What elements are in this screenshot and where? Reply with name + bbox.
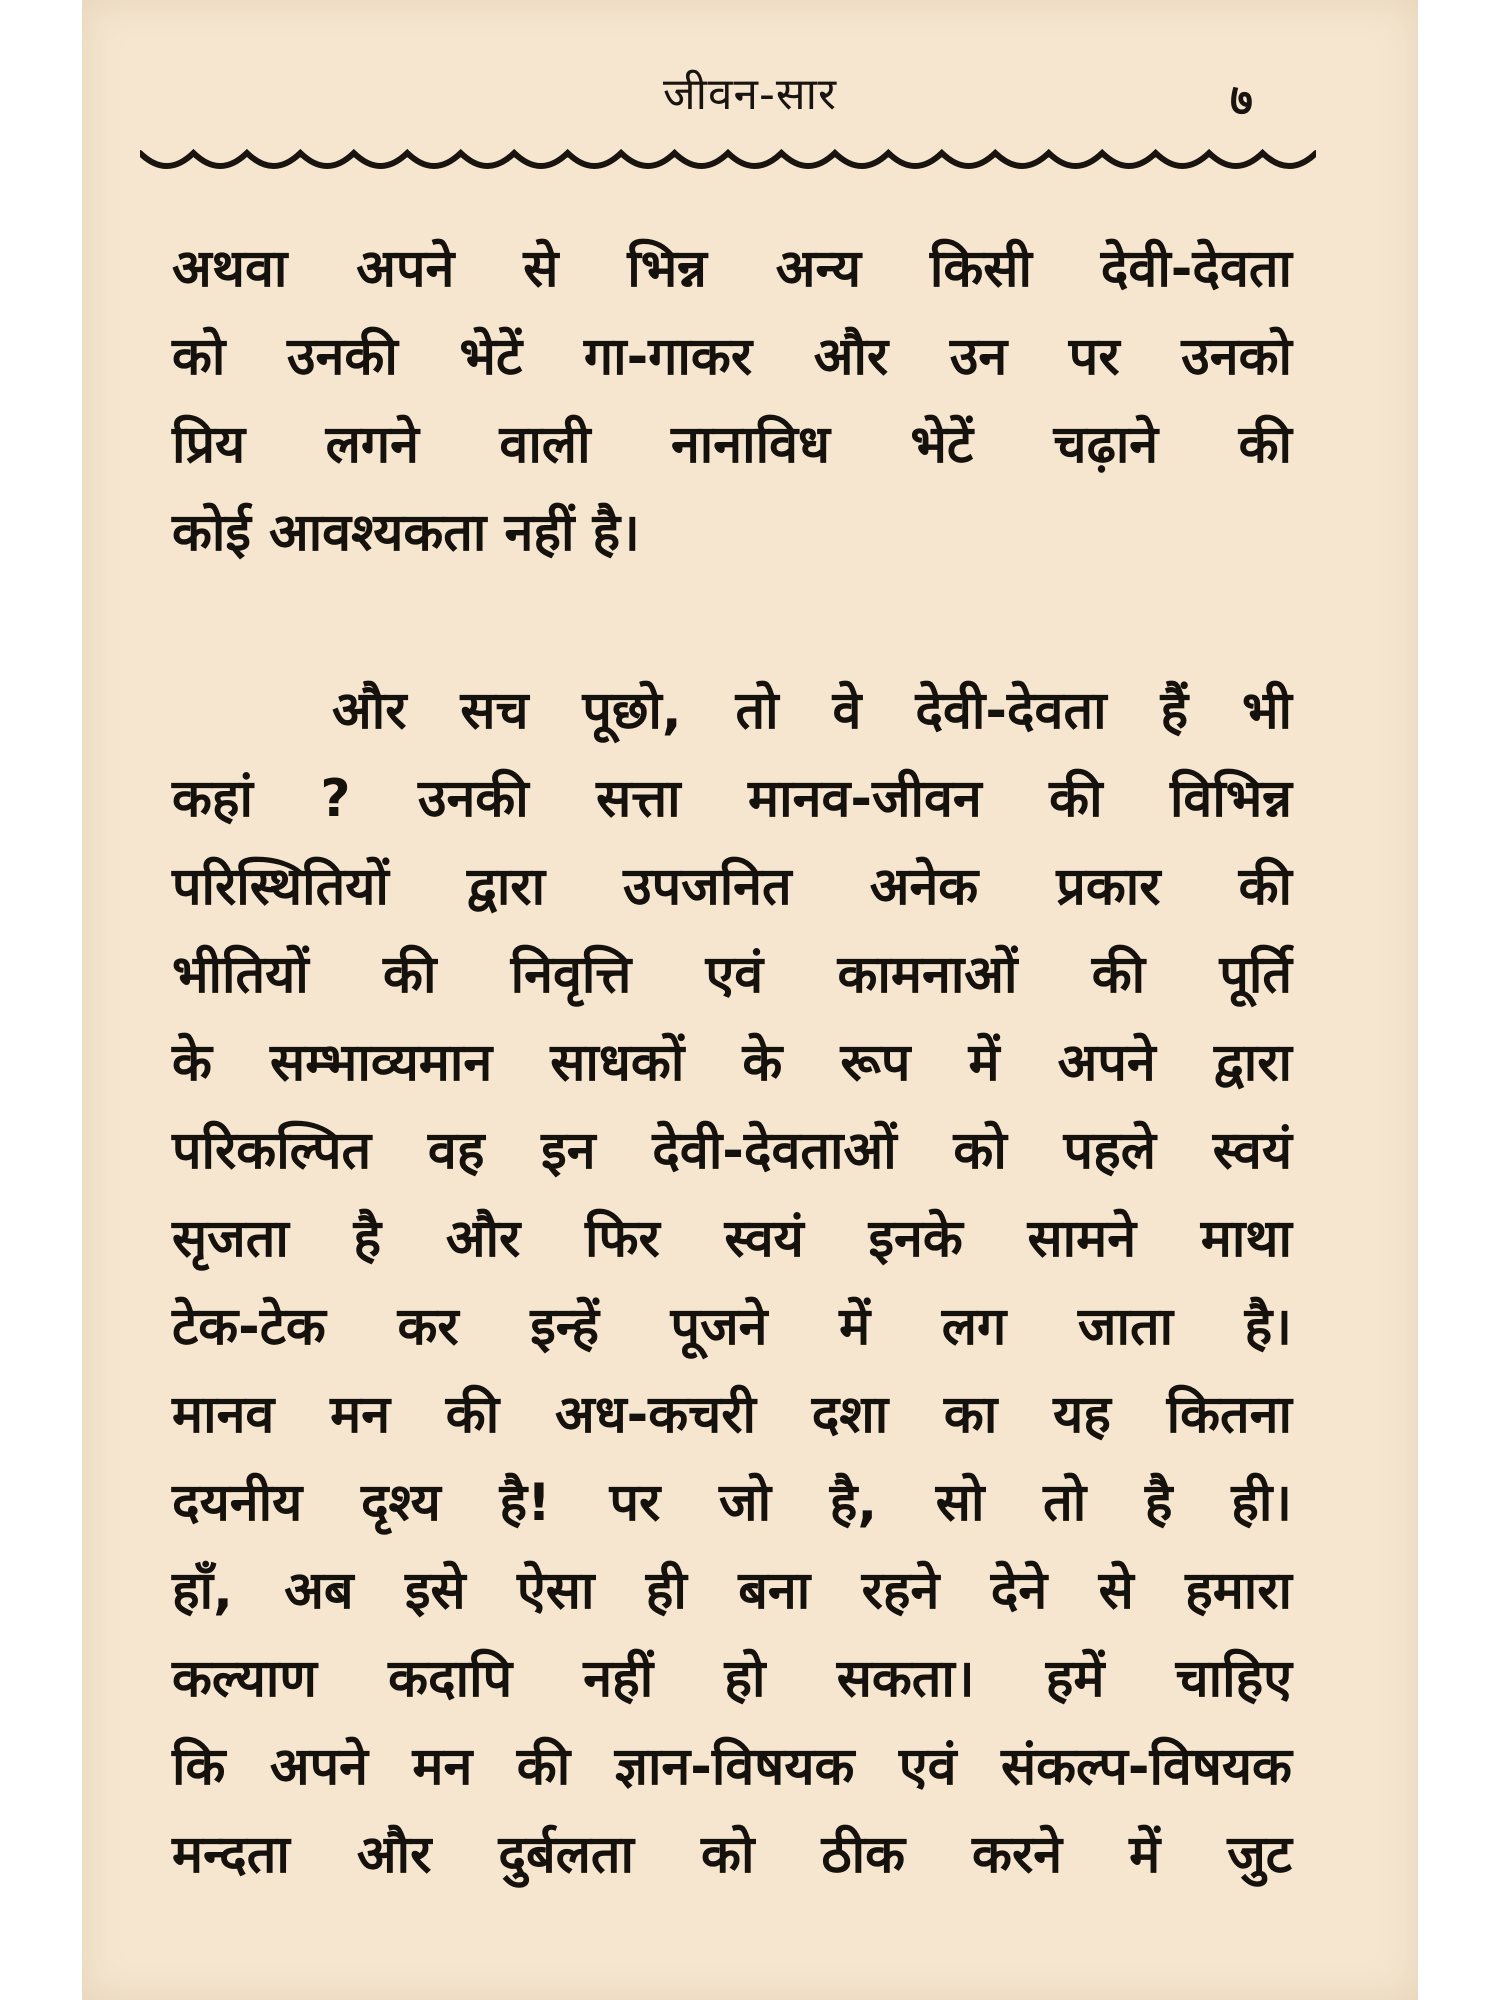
text-line: कल्याण कदापि नहीं हो सकता। हमें चाहिए — [172, 1649, 1292, 1709]
text-line: भीतियों की निवृत्ति एवं कामनाओं की पूर्ति — [172, 945, 1292, 1005]
text-line: दयनीय दृश्य है! पर जो है, सो तो है ही। — [172, 1473, 1292, 1533]
text-line: टेक-टेक कर इन्हें पूजने में लग जाता है। — [172, 1297, 1292, 1357]
text-line: कहां ? उनकी सत्ता मानव-जीवन की विभिन्न — [172, 769, 1292, 829]
text-line: परिकल्पित वह इन देवी-देवताओं को पहले स्वयं — [172, 1121, 1292, 1181]
text-line: मन्दता और दुर्बलता को ठीक करने में जुट — [172, 1825, 1292, 1885]
running-header-title: जीवन-सार — [663, 69, 837, 120]
page-number: ७ — [1230, 75, 1253, 126]
text-line: प्रिय लगने वाली नानाविध भेटें चढ़ाने की — [172, 415, 1292, 475]
text-line: और सच पूछो, तो वे देवी-देवता हैं भी — [332, 681, 1292, 741]
wave-ornament-divider — [140, 145, 1316, 185]
text-line: सृजता है और फिर स्वयं इनके सामने माथा — [172, 1209, 1292, 1269]
text-line: मानव मन की अध-कचरी दशा का यह कितना — [172, 1385, 1292, 1445]
paragraph-gap — [172, 577, 1292, 667]
text-line: कि अपने मन की ज्ञान-विषयक एवं संकल्प-विषयक — [172, 1737, 1292, 1797]
text-line: हाँ, अब इसे ऐसा ही बना रहने देने से हमारा — [172, 1561, 1292, 1621]
text-line: को उनकी भेटें गा-गाकर और उन पर उनको — [172, 327, 1292, 387]
text-line: कोई आवश्यकता नहीं है। — [172, 503, 640, 563]
text-line: के सम्भाव्यमान साधकों के रूप में अपने द्वारा — [172, 1033, 1292, 1093]
body-text — [172, 225, 1292, 1899]
text-line: अथवा अपने से भिन्न अन्य किसी देवी-देवता — [172, 239, 1292, 299]
text-line: परिस्थितियों द्वारा उपजनित अनेक प्रकार की — [172, 857, 1292, 917]
book-page — [82, 0, 1418, 2000]
